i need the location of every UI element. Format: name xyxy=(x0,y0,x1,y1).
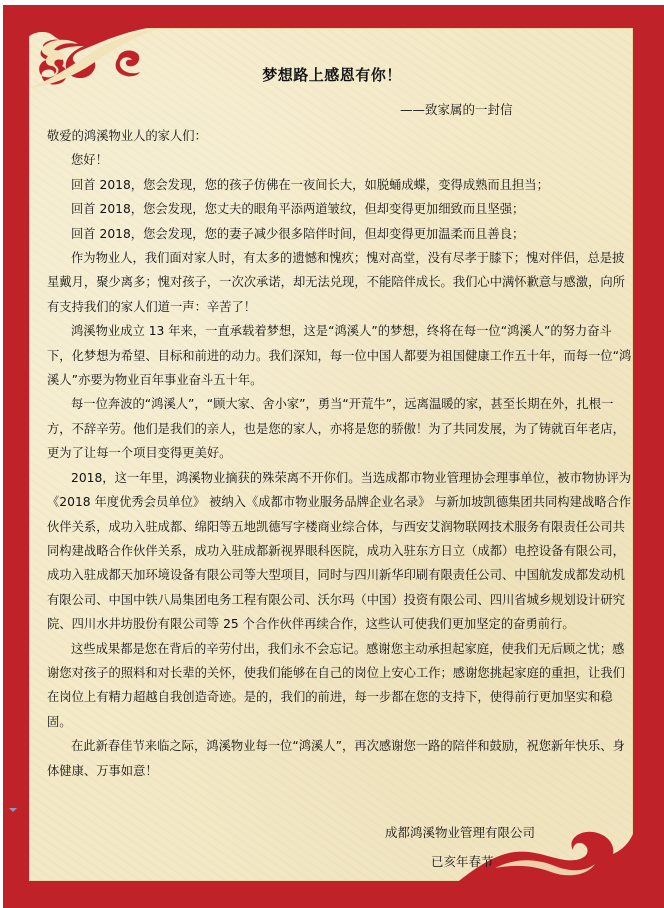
paragraph: 这些成果都是您在背后的辛劳付出，我们永不会忘记。感谢您主动承担起家庭，使我们无后顾之忧；感谢您对孩子的照料和对长辈的关怀，使我们能够在自己的岗位上安心工作；感谢您挑起家庭的重担，让我们在岗位上有精力超越自我创造奇迹。是的，我们的前进，每一步都在您的支持下，使得前行更加坚实和稳固。 xyxy=(47,641,625,729)
letter-subtitle: ——致家属的一封信 xyxy=(400,102,513,117)
scroll-marker-icon xyxy=(9,808,17,812)
letter-body xyxy=(47,124,633,783)
signature-company: 成都鸿溪物业管理有限公司 xyxy=(385,825,536,840)
paragraph: 回首 2018，您会发现，您的孩子仿佛在一夜间长大，如脱蛹成蝶，变得成熟而且担当； xyxy=(71,177,549,192)
paragraph: 作为物业人，我们面对家人时，有太多的遗憾和愧疚；愧对高堂，没有尽孝于膝下；愧对伴侣，总是披星戴月，聚少离多；愧对孩子，一次次承诺，却无法兑现，不能陪伴成长。我们心中满怀歉意与感激，向所有支持我们的家人们道一声：辛苦了！ xyxy=(47,251,625,314)
cloud-ornament-top-left-icon xyxy=(22,26,172,96)
paragraph: 2018，这一年里，鸿溪物业摘获的殊荣离不开你们。当选成都市物业管理协会理事单位，被市物协评为《2018 年度优秀会员单位》 被纳入《成都市物业服务品牌企业名录》 与新加坡凯德集团共同构建战略合作伙伴关系，成功入驻成都、绵阳等五地凯德写字楼商业综合体，与西安艾润物联网技术服务有限责任公司共同构建战略合作伙伴关系，成功入驻成都新视界眼科医院，成功入驻东方日立（成都）电控设备有限公司，成功入驻成都天加环境设备有限公司等大型项目，同时与四川新华印刷有限责任公司、中国航发成都发动机有限公司、中国中铁八局集团电务工程有限公司、沃尔玛（中国）投资有限公司、四川省城乡规划设计研究院、四川水井坊股份有限公司等 25 个合作伙伴再续合作，这些认可使我们更加坚定的奋勇前行。 xyxy=(47,470,632,632)
signature-date: 已亥年春节 xyxy=(431,854,494,869)
paragraph: 回首 2018，您会发现，您丈夫的眼角平添两道皱纹，但却变得更加细致而且坚强； xyxy=(71,202,525,217)
greeting: 您好！ xyxy=(71,153,108,168)
paragraph: 每一位奔波的“鸿溪人”，“顾大家、舍小家”，勇当“开荒牛”，远离温暖的家，甚至长期在外，扎根一方，不辞辛劳。他们是我们的亲人，也是您的家人，亦将是您的骄傲！为了共同发展，为了铸就百年老店，更为了让每一个项目变得更美好。 xyxy=(47,397,625,461)
paragraph: 鸿溪物业成立 13 年来，一直承载着梦想，这是“鸿溪人”的梦想，终将在每一位“鸿溪人”的努力奋斗下，化梦想为希望、目标和前进的动力。我们深知，每一位中国人都要为祖国健康工作五十年，而每一位“鸿溪人”亦要为物业百年事业奋斗五十年。 xyxy=(47,324,632,388)
letter-title: 梦想路上感恩有你！ xyxy=(262,66,402,84)
salutation: 敬爱的鸿溪物业人的家人们： xyxy=(47,129,207,143)
paragraph: 在此新春佳节来临之际，鸿溪物业每一位“鸿溪人”，再次感谢您一路的陪伴和鼓励，祝您新年快乐、身体健康、万事如意！ xyxy=(47,739,625,778)
paragraph: 回首 2018，您会发现，您的妻子减少很多陪伴时间，但却变得更加温柔而且善良； xyxy=(71,226,525,241)
